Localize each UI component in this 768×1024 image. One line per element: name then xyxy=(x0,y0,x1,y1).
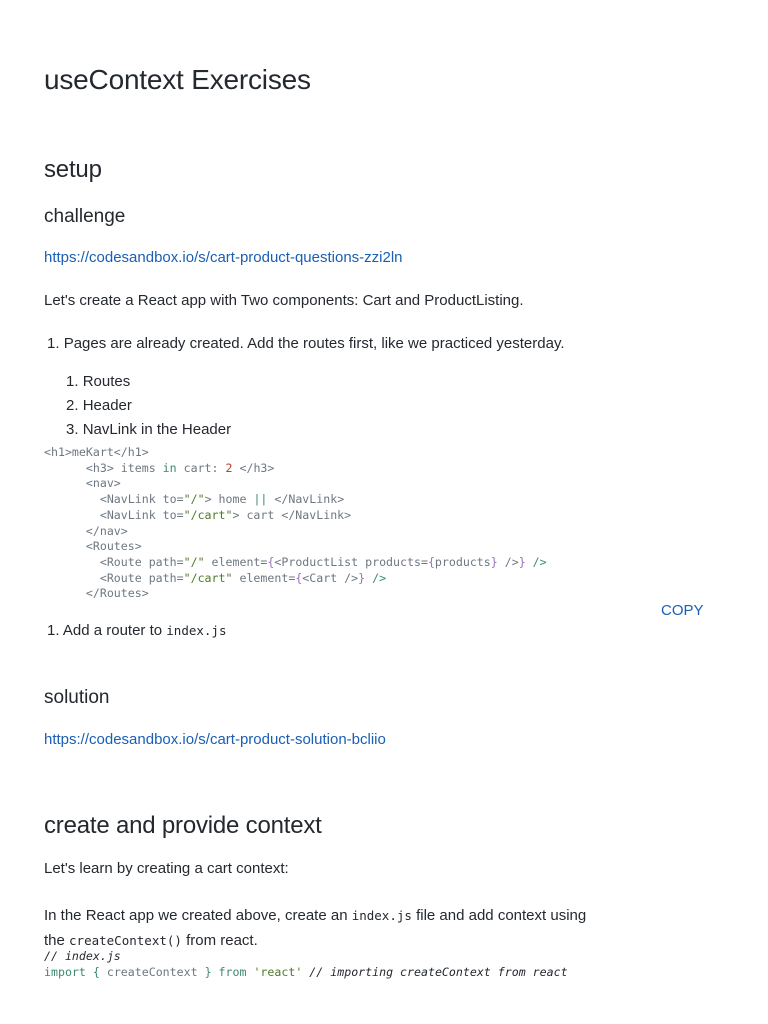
code-token: element= xyxy=(204,554,268,569)
code-line xyxy=(44,539,547,555)
code-token: </Routes> xyxy=(44,586,149,601)
code-line xyxy=(44,461,547,477)
code-token: <NavLink to= xyxy=(44,507,184,522)
code-line xyxy=(44,965,568,981)
subheading-challenge: challenge xyxy=(44,206,126,227)
code-token: { xyxy=(85,964,107,979)
code-token: > cart </NavLink> xyxy=(232,507,352,522)
list-item: 3. NavLink in the Header xyxy=(66,421,232,438)
code-token: element= xyxy=(232,570,296,585)
page-title: useContext Exercises xyxy=(44,64,311,95)
code-token: // index.js xyxy=(44,949,121,963)
code-token: } xyxy=(490,554,498,569)
step-1-text: Pages are already created. Add the routes first, like we practiced yesterday. xyxy=(63,335,565,352)
code-token: "/cart" xyxy=(183,507,233,522)
code-line xyxy=(44,508,547,524)
code-token: || xyxy=(253,492,268,507)
code-token: <nav> xyxy=(44,476,121,491)
code-line xyxy=(44,524,547,540)
code-token: cart: xyxy=(176,460,226,475)
code-token: </NavLink> xyxy=(267,492,345,507)
context-intro: Let's learn by creating a cart context: xyxy=(44,860,289,877)
code-token: <Route path= xyxy=(44,554,184,569)
code-line xyxy=(44,949,568,965)
code-token: <Routes> xyxy=(44,539,142,554)
code-token: 2 xyxy=(225,460,233,475)
code-token: </nav> xyxy=(44,523,128,538)
challenge-link[interactable]: https://codesandbox.io/s/cart-product-questions-zzi2ln xyxy=(44,249,403,266)
code-token: <ProductList products= xyxy=(274,554,428,569)
code-token: <Route path= xyxy=(44,570,184,585)
step-2 xyxy=(47,622,226,639)
code-token: <h1>meKart</h1> xyxy=(44,445,149,459)
code-token: products xyxy=(434,554,491,569)
code-line xyxy=(44,445,547,461)
sub-steps-list xyxy=(66,373,231,445)
code-line xyxy=(44,476,547,492)
code-line xyxy=(44,555,547,571)
code-token: /> xyxy=(525,554,547,569)
code-token: import xyxy=(44,964,86,979)
code-token: from xyxy=(218,964,247,979)
code-token: <NavLink to= xyxy=(44,492,184,507)
code-token: <Cart /> xyxy=(302,570,359,585)
step-1 xyxy=(47,335,565,352)
code-token: // importing createContext from react xyxy=(302,964,568,979)
code-token: /> xyxy=(497,554,519,569)
code-line xyxy=(44,586,547,602)
inline-code-index-js: index.js xyxy=(166,623,227,638)
code-token: { xyxy=(267,554,275,569)
code-token: /> xyxy=(365,570,387,585)
code-token: in xyxy=(162,460,177,475)
code-line xyxy=(44,571,547,587)
context-code-block xyxy=(44,949,568,980)
code-token: createContext xyxy=(106,964,198,979)
code-token: </h3> xyxy=(232,460,275,475)
code-token: } xyxy=(518,554,526,569)
copy-button[interactable]: COPY xyxy=(661,602,704,619)
code-token: } xyxy=(197,964,219,979)
list-item: 2. Header xyxy=(66,397,132,414)
step-2-number: 1. xyxy=(47,622,60,639)
list-item: 1. Routes xyxy=(66,373,131,390)
section-heading-context: create and provide context xyxy=(44,812,322,839)
solution-link[interactable]: https://codesandbox.io/s/cart-product-solution-bcliio xyxy=(44,731,386,748)
code-token: } xyxy=(358,570,366,585)
code-token: 'react' xyxy=(253,964,303,979)
inline-code-index-js: index.js xyxy=(351,908,412,923)
code-token: <h3> items xyxy=(44,460,163,475)
code-token: { xyxy=(295,570,303,585)
step-1-number: 1. xyxy=(47,335,60,352)
routes-code-block xyxy=(44,445,547,602)
context-paragraph: In the React app we created above, create an index.js file and add context using the createContext() from react. xyxy=(44,907,587,949)
inline-code-createcontext: createContext() xyxy=(69,933,182,948)
code-token: { xyxy=(427,554,435,569)
code-token: "/" xyxy=(183,492,205,507)
setup-intro: Let's create a React app with Two components: Cart and ProductListing. xyxy=(44,292,524,309)
subheading-solution: solution xyxy=(44,687,110,708)
code-token: "/cart" xyxy=(183,570,233,585)
code-token: > home xyxy=(204,492,254,507)
step-2-text: Add a router to xyxy=(62,622,167,639)
section-heading-setup: setup xyxy=(44,156,102,183)
code-line xyxy=(44,492,547,508)
code-token: "/" xyxy=(183,554,205,569)
